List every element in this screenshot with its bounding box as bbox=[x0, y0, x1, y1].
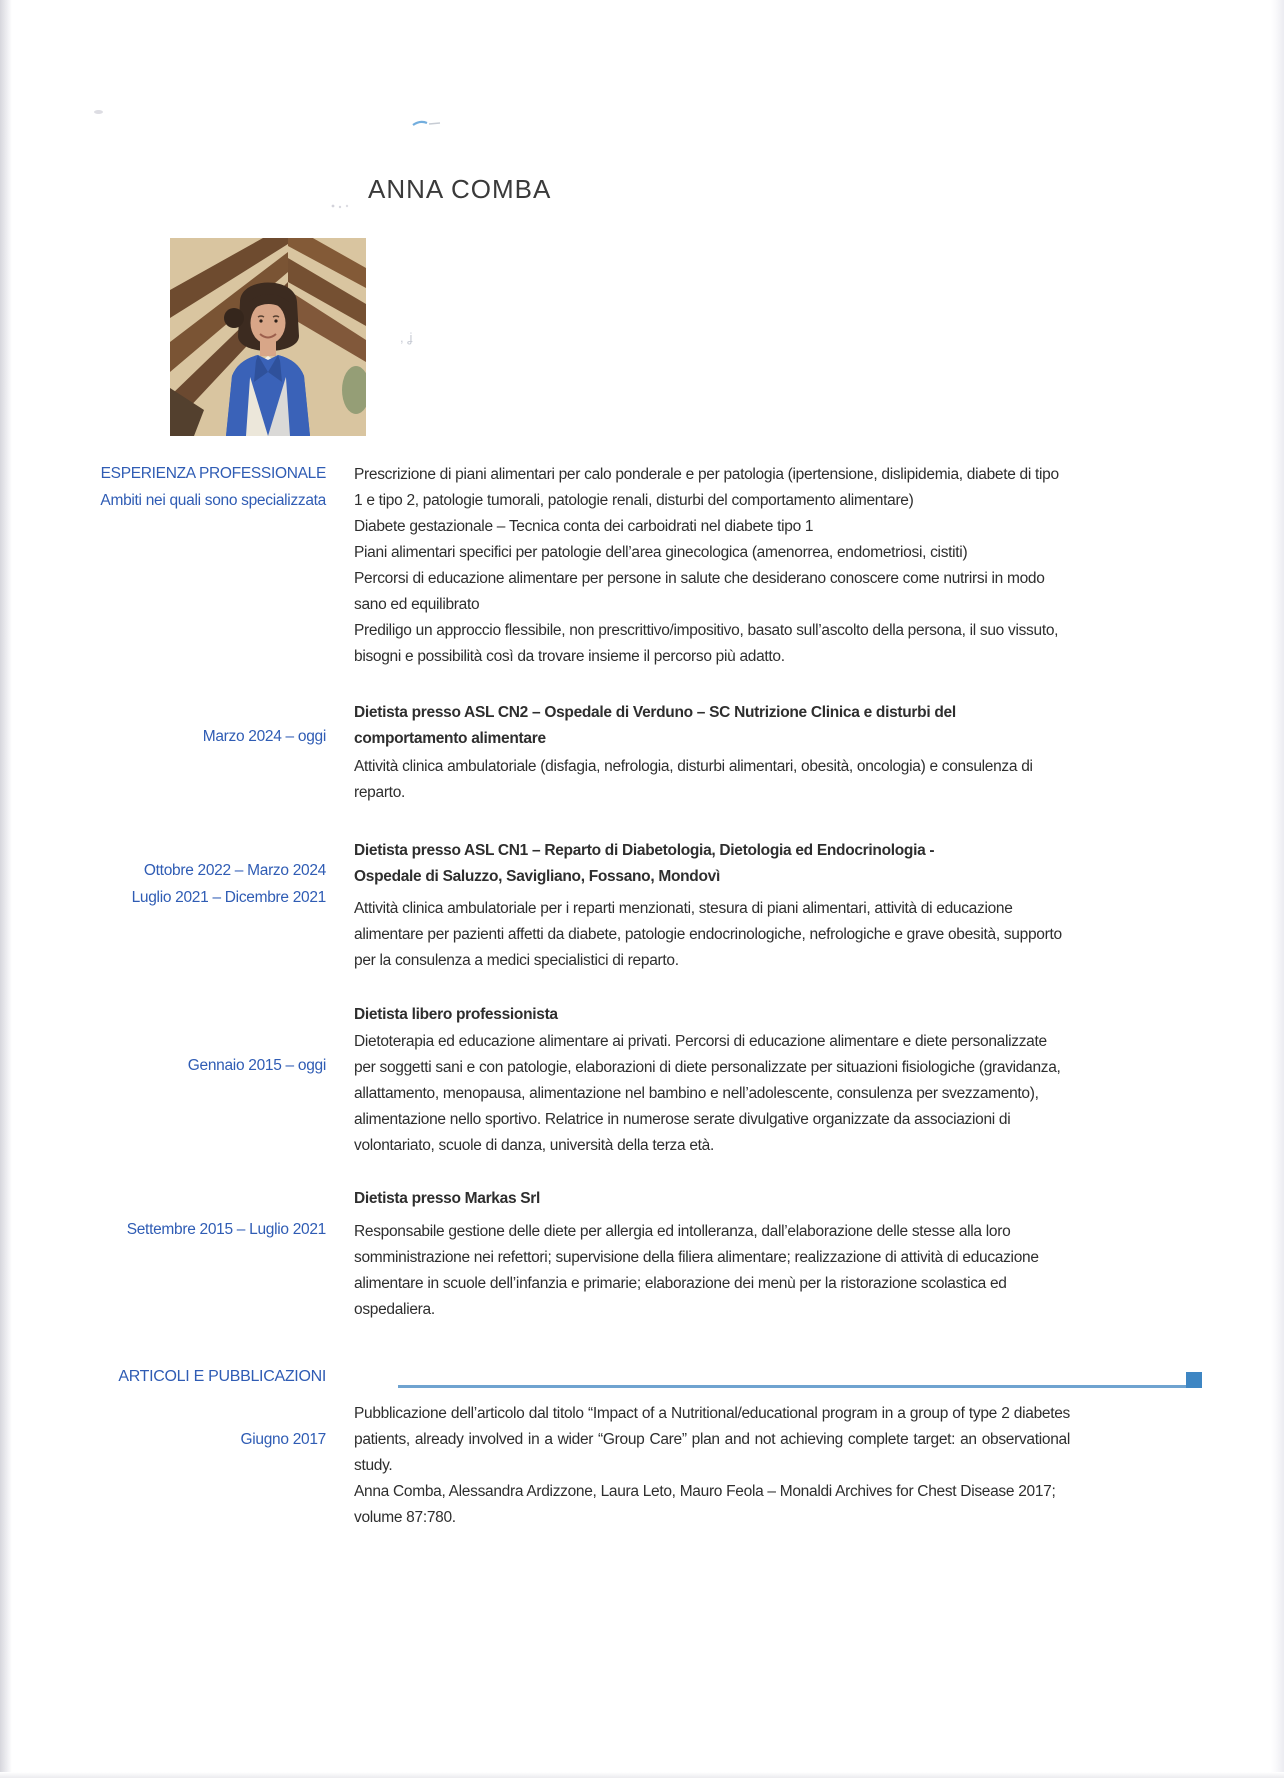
job-date-libero-professionista: Gennaio 2015 – oggi bbox=[187, 1057, 326, 1074]
job-date-asl-cn2: Marzo 2024 – oggi bbox=[202, 728, 326, 745]
job-title-markas bbox=[354, 1186, 1070, 1212]
page-title: ANNA COMBA bbox=[368, 174, 552, 204]
scan-artifact bbox=[412, 116, 442, 126]
section-sublabel-ambiti: Ambiti nei quali sono specializzata bbox=[100, 492, 326, 509]
section-divider-square bbox=[1186, 1372, 1202, 1388]
scan-artifact bbox=[94, 110, 103, 114]
job-title-line: comportamento alimentare bbox=[354, 730, 546, 747]
job-date-asl-cn1-1: Ottobre 2022 – Marzo 2024 bbox=[143, 862, 326, 879]
intro-paragraph: Prescrizione di piani alimentari per calo ponderale e per patologia (ipertensione, dislipidemia, diabete di tipo 1 e tipo 2, patologie tumorali, patologie renali, disturbi del comportamento alimentare) bbox=[354, 466, 1059, 509]
publication-date: Giugno 2017 bbox=[240, 1431, 326, 1448]
job-title-asl-cn2 bbox=[354, 700, 1070, 752]
publication-paragraph: Pubblicazione dell’articolo dal titolo “Impact of a Nutritional/educational program in a group of type 2 diabetes patients, already involved in a wider “Group Care” plan and not achieving complete target: an observational study. bbox=[354, 1405, 1070, 1474]
job-description-markas: Responsabile gestione delle diete per allergia ed intolleranza, dall’elaborazione delle stesse alla loro somministrazione nei refettori; supervisione della filiera alimentare; realizzazione di attività di educazione alimentare in scuole dell’infanzia e primarie; elaborazione dei menù per la ristorazione scolastica ed ospedaliera. bbox=[354, 1223, 1039, 1318]
publication-text bbox=[354, 1401, 1070, 1531]
job-date-asl-cn1-2: Luglio 2021 – Dicembre 2021 bbox=[131, 889, 326, 906]
job-title-line: Dietista presso ASL CN2 – Ospedale di Verduno – SC Nutrizione Clinica e disturbi del bbox=[354, 704, 956, 721]
intro-paragraph: Prediligo un approccio flessibile, non prescrittivo/impositivo, basato sull’ascolto della persona, il suo vissuto, bisogni e possibilità così da trovare insieme il percorso più adatto. bbox=[354, 622, 1059, 665]
specializations-intro bbox=[354, 462, 1070, 670]
section-divider-line bbox=[398, 1385, 1201, 1388]
job-title-line: Dietista libero professionista bbox=[354, 1006, 558, 1023]
job-description-asl-cn1: Attività clinica ambulatoriale per i reparti menzionati, stesura di piani alimentari, attività di educazione alimentare per pazienti affetti da diabete, patologie endocrinologiche, nefrologiche e grave obesità, supporto per la consulenza a medici specialistici di reparto. bbox=[354, 900, 1062, 969]
page-edge-left bbox=[0, 0, 12, 1778]
page-edge-bottom bbox=[0, 1772, 1284, 1778]
job-title-line: Ospedale di Saluzzo, Savigliano, Fossano, Mondovì bbox=[354, 868, 720, 885]
profile-photo bbox=[170, 238, 366, 436]
job-title-line: Dietista presso ASL CN1 – Reparto di Diabetologia, Dietologia ed Endocrinologia - bbox=[354, 842, 935, 859]
section-label-articoli-pubblicazioni: ARTICOLI E PUBBLICAZIONI bbox=[118, 1368, 326, 1385]
job-description-asl-cn2: Attività clinica ambulatoriale (disfagia, nefrologia, disturbi alimentari, obesità, oncologia) e consulenza di reparto. bbox=[354, 758, 1033, 801]
job-date-markas: Settembre 2015 – Luglio 2021 bbox=[126, 1221, 326, 1238]
job-title-libero-professionista bbox=[354, 1002, 1070, 1028]
intro-paragraph: Piani alimentari specifici per patologie dell’area ginecologica (amenorrea, endometriosi, cistiti) bbox=[354, 544, 968, 561]
page-edge-right bbox=[1271, 0, 1284, 1778]
intro-paragraph: Diabete gestazionale – Tecnica conta dei carboidrati nel diabete tipo 1 bbox=[354, 518, 814, 535]
job-title-asl-cn1 bbox=[354, 838, 1070, 890]
scan-artifact bbox=[330, 196, 350, 202]
intro-paragraph: Percorsi di educazione alimentare per persone in salute che desiderano conoscere come nutrirsi in modo sano ed equilibrato bbox=[354, 570, 1045, 613]
publication-paragraph: Anna Comba, Alessandra Ardizzone, Laura Leto, Mauro Feola – Monaldi Archives for Chest Disease 2017; volume 87:780. bbox=[354, 1483, 1056, 1526]
section-label-esperienza-professionale: ESPERIENZA PROFESSIONALE bbox=[100, 465, 326, 482]
scan-artifact: , ʝ bbox=[400, 330, 413, 345]
job-description-libero-professionista: Dietoterapia ed educazione alimentare ai privati. Percorsi di educazione alimentare e diete personalizzate per soggetti sani e con patologie, elaborazioni di diete personalizzate per situazioni fisiologiche (gravidanza, allattamento, menopausa, alimentazione nel bambino e nell’adolescente, consulenza per svezzamento), alimentazione nello sportivo. Relatrice in numerose serate divulgative organizzate da associazioni di volontariato, scuole di danza, università della terza età. bbox=[354, 1033, 1061, 1154]
job-title-line: Dietista presso Markas Srl bbox=[354, 1190, 541, 1207]
